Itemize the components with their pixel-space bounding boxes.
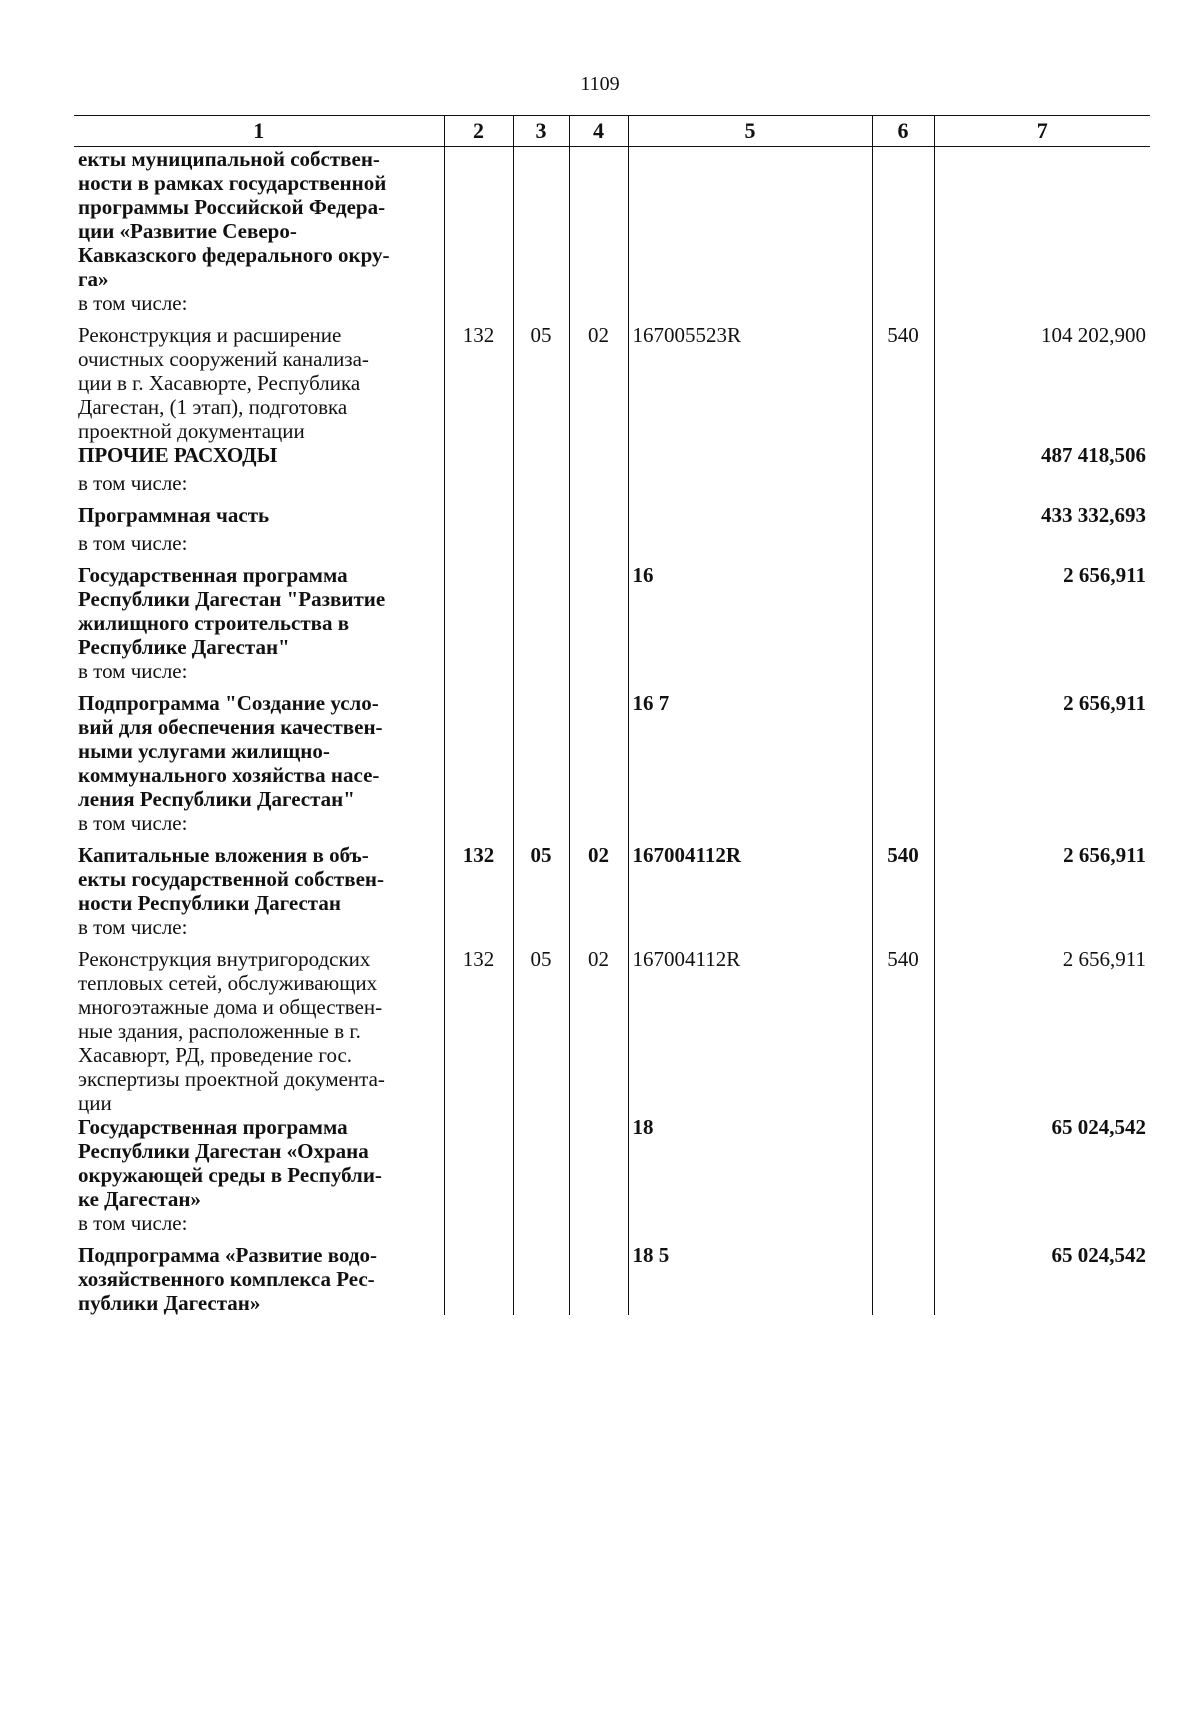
row-section-code: 05: [513, 947, 569, 1115]
row-name-line: екты государственной собствен-: [78, 867, 384, 891]
row-expense-type: [872, 1115, 934, 1211]
row-subsection-code: [569, 691, 628, 811]
row-section-code: [513, 563, 569, 659]
row-expense-type: [872, 503, 934, 531]
row-ministry-code: [444, 531, 513, 563]
row-ministry-code: [444, 147, 513, 292]
row-name: [74, 915, 444, 947]
row-section-code: [513, 1243, 569, 1315]
table-row: [74, 1115, 1150, 1211]
table-row: [74, 947, 1150, 1115]
row-amount: 2 656,911: [934, 563, 1150, 659]
row-subsection-code: [569, 503, 628, 531]
row-amount: [934, 659, 1150, 691]
row-ministry-code: [444, 691, 513, 811]
row-expense-type: 540: [872, 843, 934, 915]
row-name-line: ности Республики Дагестан: [78, 891, 341, 915]
row-name-line: Подпрограмма "Создание усло-: [78, 691, 379, 715]
row-name-line: окружающей среды в Республи-: [78, 1163, 382, 1187]
row-amount: 487 418,506: [934, 443, 1150, 471]
row-name-line: ции: [78, 1091, 112, 1115]
row-amount: 2 656,911: [934, 691, 1150, 811]
row-name-line: Реконструкция и расширение: [78, 323, 342, 347]
table-row: [74, 531, 1150, 563]
row-section-code: [513, 1211, 569, 1243]
table-row: [74, 843, 1150, 915]
row-section-code: [513, 659, 569, 691]
row-name-line: ции «Развитие Северо-: [78, 219, 297, 243]
row-amount: 2 656,911: [934, 947, 1150, 1115]
row-name: [74, 503, 444, 531]
table-row: [74, 147, 1150, 292]
row-name-line: Кавказского федерального окру-: [78, 243, 390, 267]
row-expense-type: 540: [872, 323, 934, 443]
header-col-3: 3: [513, 116, 569, 147]
row-expense-type: [872, 1211, 934, 1243]
page-number: 1109: [580, 73, 620, 95]
row-amount: [934, 147, 1150, 292]
row-section-code: [513, 291, 569, 323]
row-name: [74, 323, 444, 443]
row-section-code: [513, 915, 569, 947]
row-target-article: [628, 659, 872, 691]
row-ministry-code: [444, 291, 513, 323]
row-amount: [934, 811, 1150, 843]
row-name-line: ПРОЧИЕ РАСХОДЫ: [78, 443, 278, 467]
row-name: [74, 843, 444, 915]
row-ministry-code: [444, 443, 513, 471]
header-col-6: 6: [872, 116, 934, 147]
row-name: [74, 947, 444, 1115]
row-name-line: коммунального хозяйства насе-: [78, 763, 380, 787]
row-ministry-code: [444, 471, 513, 503]
row-name-line: Республики Дагестан "Развитие: [78, 587, 386, 611]
row-target-article: [628, 291, 872, 323]
row-name-line: в том числе:: [78, 659, 188, 683]
row-amount: [934, 471, 1150, 503]
table-row: [74, 691, 1150, 811]
row-amount: 2 656,911: [934, 843, 1150, 915]
row-target-article: [628, 443, 872, 471]
table-row: [74, 811, 1150, 843]
row-name-line: многоэтажные дома и обществен-: [78, 995, 383, 1019]
row-amount: 65 024,542: [934, 1115, 1150, 1211]
table-row: [74, 659, 1150, 691]
row-name: [74, 1211, 444, 1243]
row-name-line: жилищного строительства в: [78, 611, 350, 635]
row-name-line: га»: [78, 267, 109, 291]
table-row: [74, 1211, 1150, 1243]
header-col-2: 2: [444, 116, 513, 147]
row-subsection-code: [569, 443, 628, 471]
header-col-1: 1: [74, 116, 444, 147]
row-ministry-code: [444, 563, 513, 659]
row-target-article: 167004112R: [628, 947, 872, 1115]
row-expense-type: [872, 147, 934, 292]
row-subsection-code: [569, 915, 628, 947]
row-ministry-code: 132: [444, 843, 513, 915]
row-name-line: программы Российской Федера-: [78, 195, 386, 219]
row-target-article: 167005523R: [628, 323, 872, 443]
row-target-article: 18 5: [628, 1243, 872, 1315]
row-name-line: Государственная программа: [78, 563, 348, 587]
row-name-line: Программная часть: [78, 503, 270, 527]
row-name-line: ности в рамках государственной: [78, 171, 387, 195]
row-amount: [934, 291, 1150, 323]
row-subsection-code: [569, 531, 628, 563]
table-row: [74, 915, 1150, 947]
row-amount: 104 202,900: [934, 323, 1150, 443]
row-expense-type: [872, 811, 934, 843]
row-target-article: [628, 531, 872, 563]
row-subsection-code: 02: [569, 843, 628, 915]
row-name: [74, 659, 444, 691]
row-target-article: [628, 915, 872, 947]
row-name: [74, 1243, 444, 1315]
row-expense-type: [872, 471, 934, 503]
row-section-code: [513, 691, 569, 811]
row-target-article: [628, 503, 872, 531]
table-row: [74, 1243, 1150, 1315]
row-section-code: [513, 503, 569, 531]
row-subsection-code: [569, 1211, 628, 1243]
table-row: [74, 503, 1150, 531]
row-amount: 65 024,542: [934, 1243, 1150, 1315]
row-expense-type: 540: [872, 947, 934, 1115]
row-amount: 433 332,693: [934, 503, 1150, 531]
row-name-line: Хасавюрт, РД, проведение гос.: [78, 1043, 353, 1067]
row-section-code: 05: [513, 323, 569, 443]
row-name: [74, 147, 444, 292]
row-ministry-code: [444, 1243, 513, 1315]
row-name-line: вий для обеспечения качествен-: [78, 715, 383, 739]
row-target-article: 167004112R: [628, 843, 872, 915]
row-name-line: ления Республики Дагестан": [78, 787, 355, 811]
row-ministry-code: [444, 1115, 513, 1211]
row-name-line: Государственная программа: [78, 1115, 348, 1139]
row-name-line: Подпрограмма «Развитие водо-: [78, 1243, 377, 1267]
row-name-line: в том числе:: [78, 471, 188, 495]
row-name: [74, 531, 444, 563]
header-col-4: 4: [569, 116, 628, 147]
row-expense-type: [872, 563, 934, 659]
row-subsection-code: [569, 563, 628, 659]
row-name: [74, 443, 444, 471]
row-name: [74, 811, 444, 843]
row-section-code: [513, 531, 569, 563]
row-expense-type: [872, 915, 934, 947]
row-name: [74, 471, 444, 503]
row-subsection-code: [569, 659, 628, 691]
row-expense-type: [872, 659, 934, 691]
row-ministry-code: 132: [444, 947, 513, 1115]
row-name-line: хозяйственного комплекса Рес-: [78, 1267, 375, 1291]
row-target-article: 16: [628, 563, 872, 659]
row-name-line: Дагестан, (1 этап), подготовка: [78, 395, 348, 419]
row-target-article: [628, 1211, 872, 1243]
row-name-line: ные здания, расположенные в г.: [78, 1019, 361, 1043]
row-name-line: ке Дагестан»: [78, 1187, 201, 1211]
row-ministry-code: [444, 503, 513, 531]
row-name-line: в том числе:: [78, 915, 188, 939]
header-row: [74, 116, 1150, 147]
row-expense-type: [872, 531, 934, 563]
row-ministry-code: [444, 659, 513, 691]
row-subsection-code: [569, 1243, 628, 1315]
row-name-line: Республике Дагестан": [78, 635, 290, 659]
row-name: [74, 291, 444, 323]
row-expense-type: [872, 1243, 934, 1315]
row-section-code: [513, 811, 569, 843]
row-name-line: в том числе:: [78, 531, 188, 555]
row-ministry-code: [444, 915, 513, 947]
row-subsection-code: 02: [569, 323, 628, 443]
header-col-5: 5: [628, 116, 872, 147]
row-name-line: ции в г. Хасавюрте, Республика: [78, 371, 361, 395]
table-row: [74, 471, 1150, 503]
row-ministry-code: 132: [444, 323, 513, 443]
row-subsection-code: [569, 811, 628, 843]
row-name-line: ными услугами жилищно-: [78, 739, 330, 763]
row-name-line: Республики Дагестан «Охрана: [78, 1139, 369, 1163]
table-body: [74, 147, 1150, 1316]
row-target-article: [628, 811, 872, 843]
row-name-line: в том числе:: [78, 1211, 188, 1235]
row-section-code: [513, 471, 569, 503]
row-target-article: 18: [628, 1115, 872, 1211]
table-row: [74, 443, 1150, 471]
table-row: [74, 291, 1150, 323]
row-target-article: 16 7: [628, 691, 872, 811]
row-name-line: экспертизы проектной документа-: [78, 1067, 385, 1091]
row-section-code: [513, 443, 569, 471]
row-amount: [934, 1211, 1150, 1243]
row-name-line: проектной документации: [78, 419, 305, 443]
row-subsection-code: 02: [569, 947, 628, 1115]
row-expense-type: [872, 691, 934, 811]
row-name: [74, 563, 444, 659]
row-subsection-code: [569, 1115, 628, 1211]
budget-table: [74, 115, 1150, 1315]
row-subsection-code: [569, 471, 628, 503]
row-subsection-code: [569, 291, 628, 323]
row-target-article: [628, 147, 872, 292]
row-amount: [934, 915, 1150, 947]
row-name-line: в том числе:: [78, 291, 188, 315]
row-name-line: Реконструкция внутригородских: [78, 947, 371, 971]
row-subsection-code: [569, 147, 628, 292]
table-row: [74, 323, 1150, 443]
row-section-code: [513, 1115, 569, 1211]
row-expense-type: [872, 443, 934, 471]
row-ministry-code: [444, 811, 513, 843]
row-name-line: в том числе:: [78, 811, 188, 835]
row-section-code: [513, 147, 569, 292]
row-expense-type: [872, 291, 934, 323]
row-name-line: публики Дагестан»: [78, 1291, 261, 1315]
row-name: [74, 1115, 444, 1211]
row-name: [74, 691, 444, 811]
row-name-line: тепловых сетей, обслуживающих: [78, 971, 378, 995]
row-section-code: 05: [513, 843, 569, 915]
header-col-7: 7: [934, 116, 1150, 147]
row-name-line: очистных сооружений канализа-: [78, 347, 369, 371]
row-target-article: [628, 471, 872, 503]
row-amount: [934, 531, 1150, 563]
row-name-line: Капитальные вложения в объ-: [78, 843, 369, 867]
row-ministry-code: [444, 1211, 513, 1243]
table-row: [74, 563, 1150, 659]
row-name-line: екты муниципальной собствен-: [78, 147, 380, 171]
